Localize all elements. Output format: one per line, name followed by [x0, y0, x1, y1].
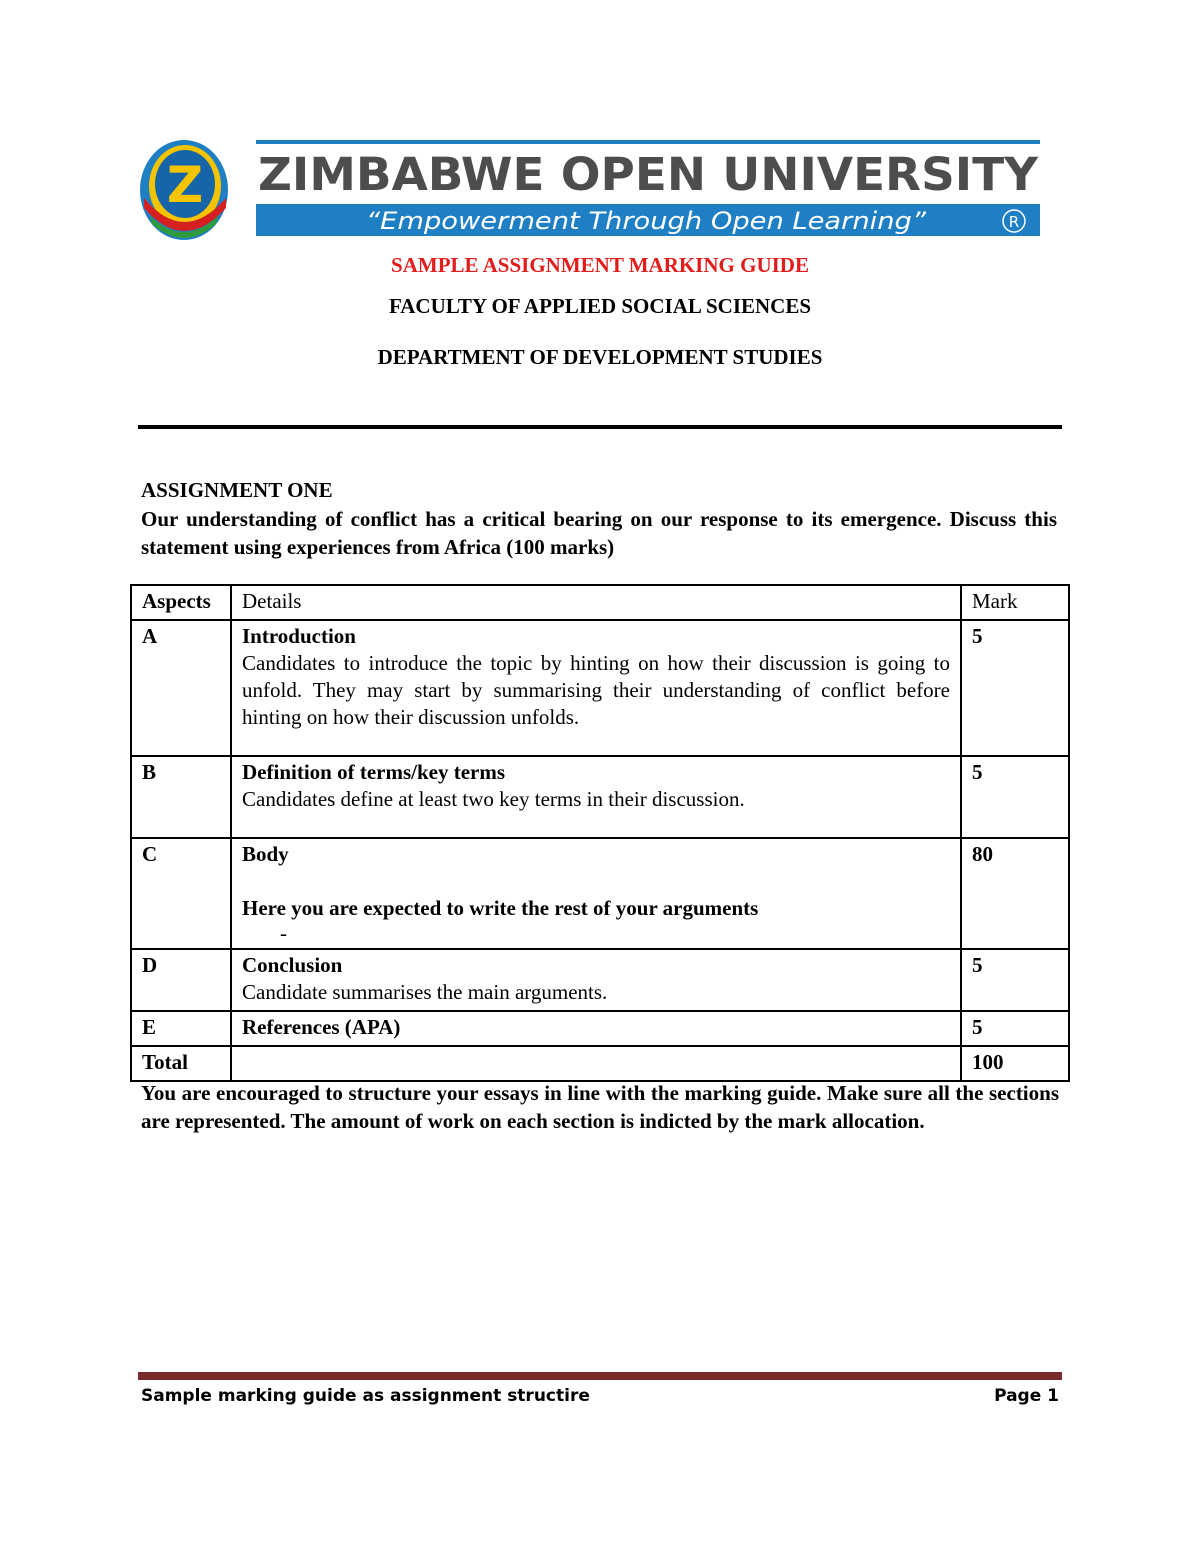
row-aspect: C [131, 838, 231, 949]
row-text: Candidates to introduce the topic by hinting on how their discussion is going to unfold. They may start by summarising their understanding of conflict before hinting on how their discussion unfolds. [242, 651, 950, 729]
structure-note: You are encouraged to structure your essays in line with the marking guide. Make sure all the sections are represented. The amount of work on each section is indicted by the mark allocation. [141, 1081, 1059, 1133]
row-details [231, 1011, 961, 1046]
department-heading: DEPARTMENT OF DEVELOPMENT STUDIES [377, 345, 823, 369]
university-logo [138, 136, 1042, 242]
university-name: ZIMBABWE OPEN UNIVERSITY [258, 148, 1040, 201]
row-mark: 5 [961, 756, 1069, 838]
row-details [231, 620, 961, 756]
row-mark: 80 [961, 838, 1069, 949]
row-text: Candidates define at least two key terms in their discussion. [242, 787, 745, 811]
row-title: References (APA) [242, 1015, 401, 1039]
row-bullet: - [280, 921, 287, 945]
table-header-row [131, 585, 1069, 620]
row-title: Conclusion [242, 953, 343, 977]
assignment-title: ASSIGNMENT ONE [141, 478, 333, 502]
header-details [231, 585, 961, 620]
assignment-question: Our understanding of conflict has a critical bearing on our response to its emergence. Discuss this statement using experiences from Africa (100 marks) [141, 507, 1057, 559]
row-aspect: B [131, 756, 231, 838]
total-label: Total [131, 1046, 231, 1081]
row-text: Candidate summarises the main arguments. [242, 980, 608, 1004]
document-title: SAMPLE ASSIGNMENT MARKING GUIDE [391, 253, 809, 277]
row-title: Body [242, 842, 289, 866]
footer-caption: Sample marking guide as assignment structire [141, 1386, 590, 1406]
row-mark: 5 [961, 949, 1069, 1011]
table-row [131, 949, 1069, 1011]
page-number: Page 1 [994, 1386, 1059, 1406]
total-mark: 100 [961, 1046, 1069, 1081]
header-mark: Mark [961, 585, 1069, 620]
z-emblem-icon [140, 140, 228, 240]
row-aspect: D [131, 949, 231, 1011]
row-title: Definition of terms/key terms [242, 760, 506, 784]
table-total-row [131, 1046, 1069, 1081]
row-aspect: A [131, 620, 231, 756]
row-aspect: E [131, 1011, 231, 1046]
row-details [231, 949, 961, 1011]
table-row [131, 838, 1069, 949]
row-text: Here you are expected to write the rest of your arguments [242, 896, 759, 920]
marking-guide-table [130, 584, 1070, 1082]
logo-top-rule [256, 140, 1040, 144]
footer-divider [138, 1372, 1062, 1380]
row-mark: 5 [961, 1011, 1069, 1046]
table-row [131, 1011, 1069, 1046]
row-title: Introduction [242, 624, 356, 648]
emblem-letter: Z [166, 156, 204, 214]
header-divider [138, 425, 1062, 429]
table-row [131, 756, 1069, 838]
row-mark: 5 [961, 620, 1069, 756]
header-details-label: Details [242, 589, 302, 613]
header-aspects: Aspects [131, 585, 231, 620]
total-details [231, 1046, 961, 1081]
row-details [231, 756, 961, 838]
faculty-heading: FACULTY OF APPLIED SOCIAL SCIENCES [388, 294, 812, 318]
table-row [131, 620, 1069, 756]
row-details [231, 838, 961, 949]
svg-text:R: R [1008, 213, 1020, 231]
university-tagline: “Empowerment Through Open Learning” [366, 207, 927, 235]
